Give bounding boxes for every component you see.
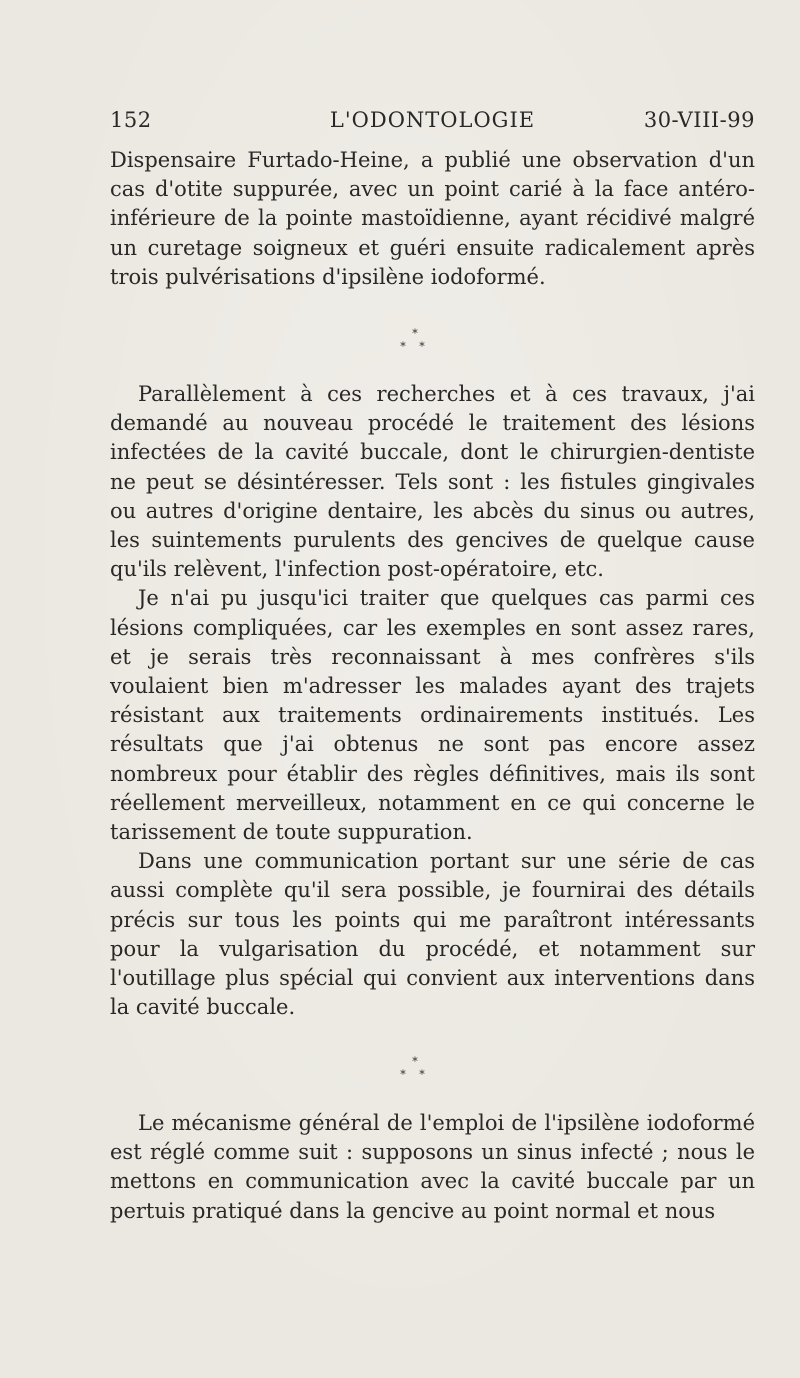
separator-stars-bottom: * * xyxy=(400,340,430,353)
text-block-3 xyxy=(110,1109,755,1226)
paragraph-1: Dispensaire Furtado-Heine, a publié une observation d'un cas d'otite suppurée, avec un point carié à la face antéro-inférieure de la pointe mastoïdienne, ayant récidivé malgré un curetage soigneux et guéri ensuite radicalement après trois pulvérisations d'ipsilène iodoformé. xyxy=(110,148,755,289)
text-block-2 xyxy=(110,380,755,1022)
page-number: 152 xyxy=(110,108,152,132)
separator-star-top: * xyxy=(412,327,418,340)
running-header xyxy=(110,108,755,140)
section-separator-2 xyxy=(0,1055,800,1081)
journal-title: L'ODONTOLOGIE xyxy=(329,108,536,132)
separator-star-top: * xyxy=(412,1055,418,1068)
text-block-1 xyxy=(110,146,755,292)
paragraph-4: Dans une communication portant sur une série de cas aussi complète qu'il sera possible, je fournirai des détails précis sur tous les points qui me paraîtront intéressants pour la vulgarisation du procédé, et notamment sur l'outillage plus spécial qui convient aux interventions dans la cavité buccale. xyxy=(110,849,755,1020)
paragraph-3: Je n'ai pu jusqu'ici traiter que quelques cas parmi ces lésions compliquées, car les exemples en sont assez rares, et je serais très reconnaissant à mes confrères s'ils voulaient bien m'adresser les malades ayant des trajets résistant aux traitements ordinairements institués. Les résultats que j'ai obtenus ne sont pas encore assez nombreux pour établir des règles définitives, mais ils sont réellement merveilleux, notamment en ce qui concerne le tarissement de toute suppuration. xyxy=(110,586,755,845)
paragraph-2: Parallèlement à ces recherches et à ces travaux, j'ai demandé au nouveau procédé le traitement des lésions infectées de la cavité buccale, dont le chirurgien-dentiste ne peut se désintéresser. Tels sont : les fistules gingivales ou autres d'origine dentaire, les abcès du sinus ou autres, les suintements purulents des gencives de quelque cause qu'ils relèvent, l'infection post-opératoire, etc. xyxy=(110,382,755,582)
separator-stars-bottom: * * xyxy=(400,1068,430,1081)
paragraph-5: Le mécanisme général de l'emploi de l'ipsilène iodoformé est réglé comme suit : supposons un sinus infecté ; nous le mettons en communication avec la cavité buccale par un pertuis pratiqué dans la gencive au point normal et nous xyxy=(110,1111,755,1223)
issue-date: 30-VIII-99 xyxy=(643,108,755,132)
section-separator-1 xyxy=(0,327,800,353)
